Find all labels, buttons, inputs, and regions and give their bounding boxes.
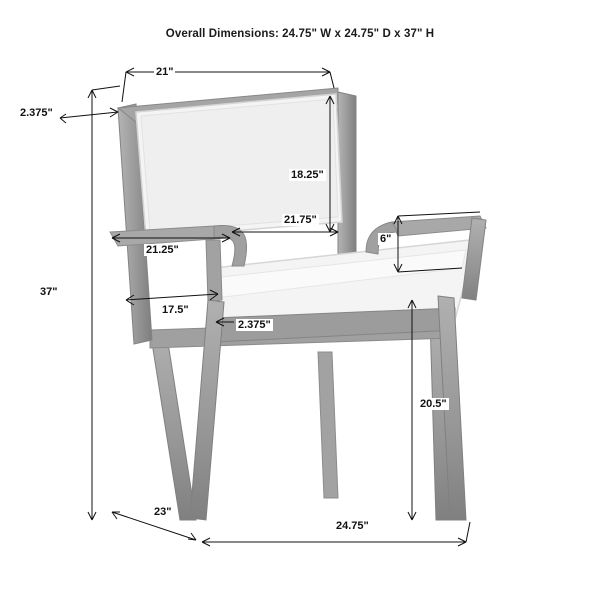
dim-overall-depth: 23" — [154, 506, 172, 518]
dim-seat-height: 20.5" — [420, 398, 447, 410]
dim-arm-to-seat: 6" — [380, 233, 392, 245]
dim-overall-width: 24.75" — [336, 520, 369, 532]
dim-back-cushion-height: 18.25" — [291, 169, 324, 181]
page-title: Overall Dimensions: 24.75" W x 24.75" D x 37" H — [165, 28, 435, 40]
dim-seat-cushion-thickness: 2.375" — [238, 319, 271, 331]
dim-inside-arm-width: 21.25" — [146, 244, 179, 256]
dim-back-cushion-thickness: 2.375" — [20, 107, 53, 119]
dim-arm-height: 21.75" — [284, 214, 317, 226]
dim-seat-back-width: 21" — [156, 66, 174, 78]
dim-seat-width: 17.5" — [162, 304, 189, 316]
dim-overall-height: 37" — [40, 286, 58, 298]
